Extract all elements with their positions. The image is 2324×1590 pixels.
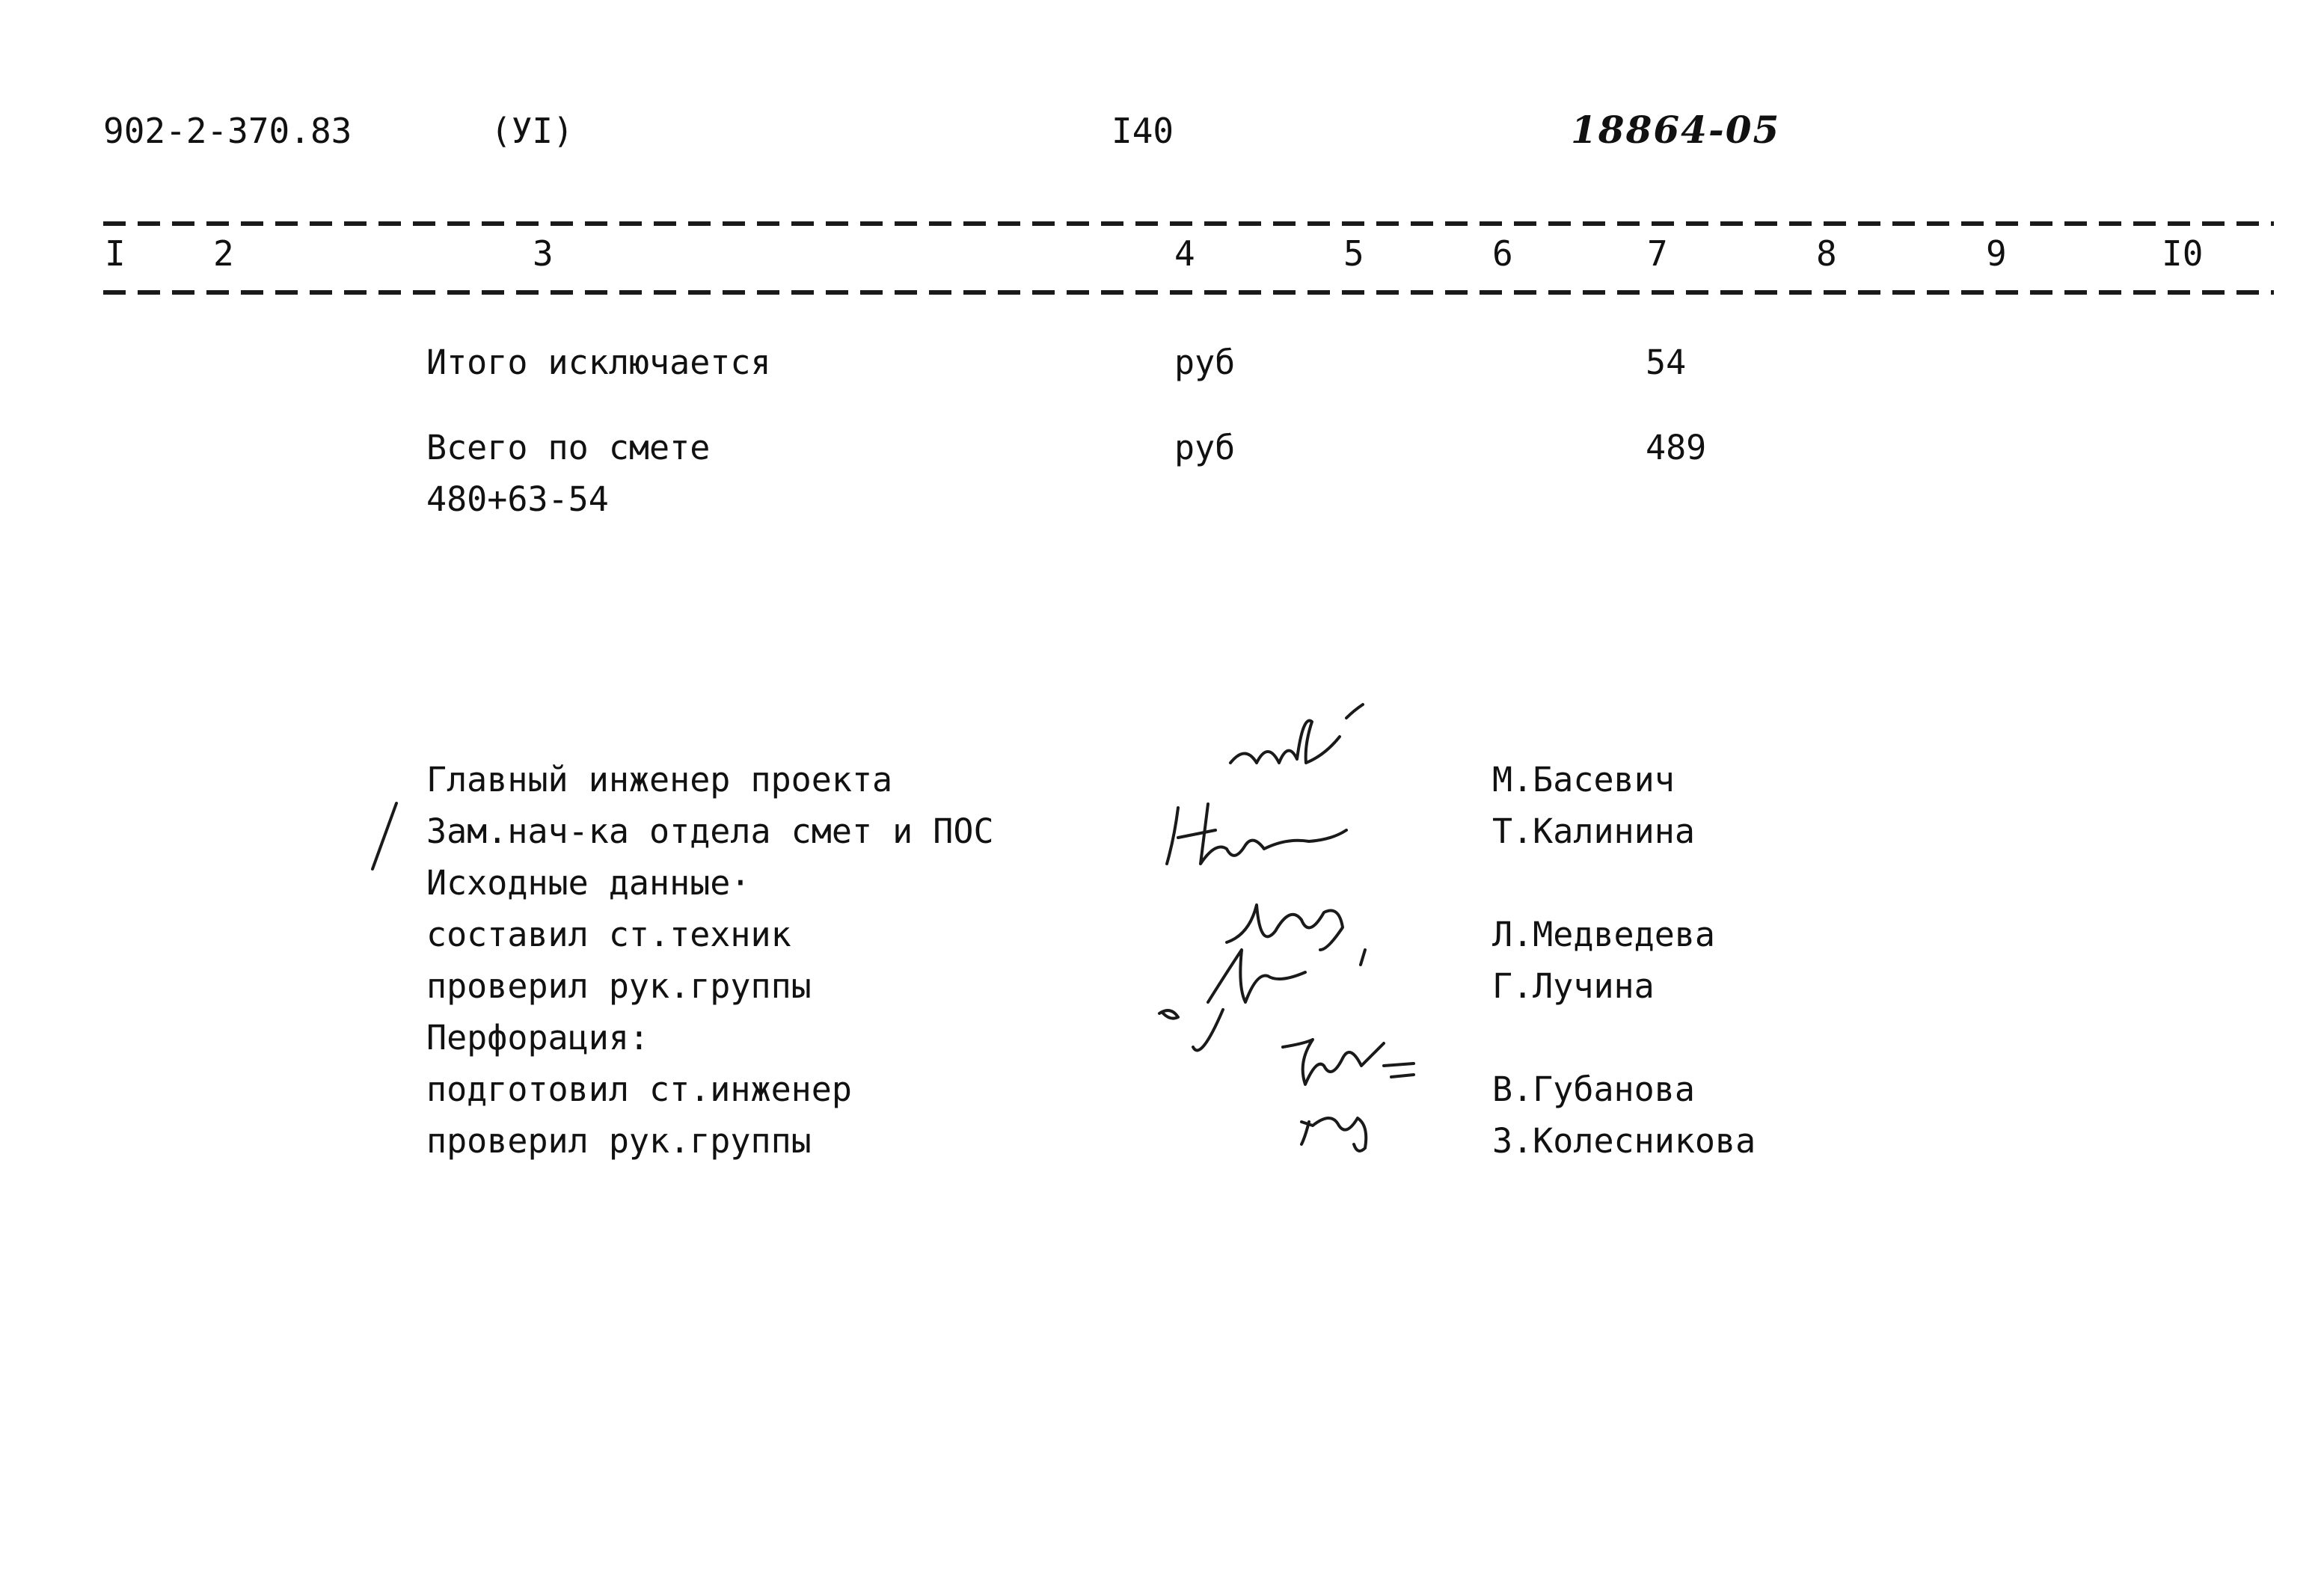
signer-name: Г.Лучина [1492,966,1655,1006]
signer-name: В.Губанова [1492,1069,1695,1109]
estimate-total-label: Всего по смете [426,428,711,467]
signature-image [1227,703,1406,788]
column-number: 3 [533,233,554,274]
role-checked-group-head-2: проверил рук.группы [426,1121,812,1161]
volume-label: (УI) [491,111,574,151]
column-number: I0 [2162,233,2204,274]
signer-name: Т.Калинина [1492,811,1695,851]
column-number: 5 [1343,233,1364,274]
signature-image [1272,1032,1444,1177]
page-number: I40 [1112,111,1174,151]
signer-name: М.Басевич [1492,760,1675,799]
section-source-data: Исходные данные· [426,863,751,903]
column-number: 8 [1816,233,1837,274]
signature-image [1163,793,1402,878]
total-excluded-value: 54 [1646,343,1687,382]
role-prepared-engineer: подготовил ст.инженер [426,1069,852,1109]
role-checked-group-head: проверил рук.группы [426,966,812,1006]
estimate-total-value: 489 [1646,428,1707,467]
document-code: 902-2-370.83 [103,111,352,151]
column-number: 2 [213,233,234,274]
estimate-total-unit: руб [1174,428,1236,467]
column-number: 4 [1174,233,1195,274]
column-number: I [105,233,126,274]
role-compiled-technician: составил ст.техник [426,915,791,954]
column-number: 9 [1986,233,2007,274]
margin-slash-mark [367,800,404,878]
bottom-dashed-rule [103,290,2274,295]
column-number: 6 [1492,233,1513,274]
estimate-total-formula: 480+63-54 [426,479,609,519]
column-number: 7 [1647,233,1668,274]
role-chief-engineer: Главный инженер проекта [426,760,893,799]
section-perforation: Перфорация: [426,1018,650,1058]
signer-name: Л.Медведева [1492,915,1716,954]
top-dashed-rule [103,221,2274,226]
total-excluded-label: Итого исключается [426,343,771,382]
role-deputy-head: Зам.нач-ка отдела смет и ПОС [426,811,994,851]
signer-name: З.Колесникова [1492,1121,1756,1161]
handwritten-number: 18864-05 [1571,108,1781,152]
total-excluded-unit: руб [1174,343,1236,382]
